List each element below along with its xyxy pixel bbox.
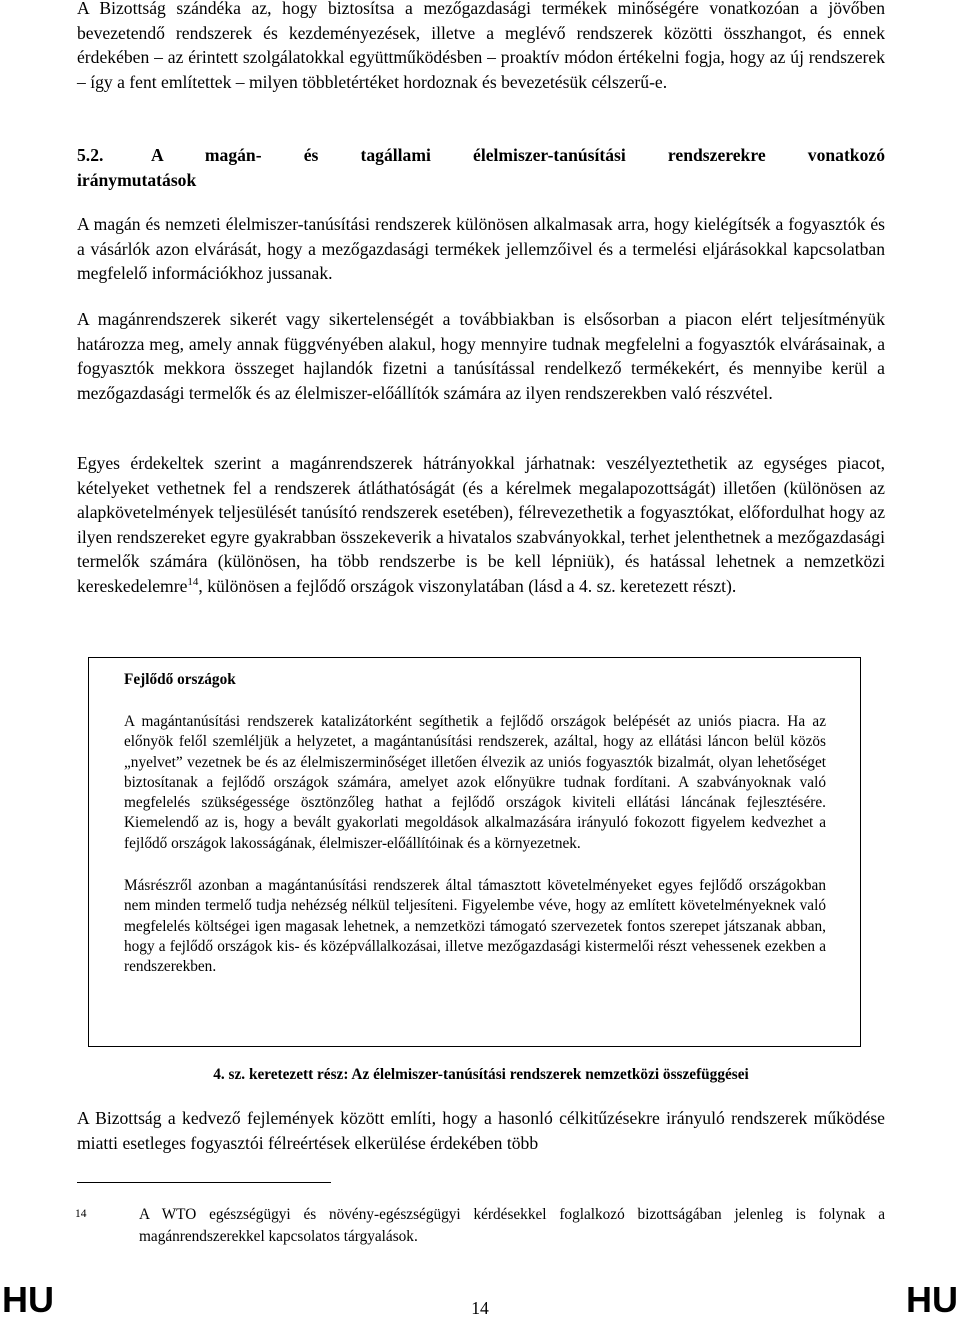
box-title: Fejlődő országok [124,671,236,688]
drawbacks-text-a: Egyes érdekeltek szerint a magánrendszerek hátrányokkal járhatnak: veszélyeztethetik az egységes piacot, kételyeket vethetnek fel a rendszerek átláthatóságát (és a kérelmek megalapozottságát) illetően (különösen az alapkövetelmények teljesülését tanúsító rendszerek esetében), félrevezethetik a fogyasztókat, előfordulhat hogy az ilyen rendszereket egyre gyakrabban összekeverik a hivatalos szabványokkal, terhet jelenthetnek a mezőgazdasági termelők számára (különösen, ha több rendszerbe is be kell lépniük), és hatással lehetnek a nemzetközi kereskedelemre [77,453,885,596]
boxed-section [88,657,861,1047]
footnote-text: A WTO egészségügyi és növény-egészségügyi kérdésekkel foglalkozó bizottságában jelenleg is folynak a magánrendszerekkel kapcsolatos tárgyalások. [139,1206,885,1245]
section-title-line2: iránymutatások [77,169,197,190]
drawbacks-text-b: , különösen a fejlődő országok viszonylatában (lásd a 4. sz. keretezett részt). [198,575,737,596]
paragraph-intro: A Bizottság szándéka az, hogy biztosítsa a mezőgazdasági termékek minőségére vonatkozóan a jövőben bevezetendő rendszerek és kezdeményezések, illetve a meglévő rendszerek közötti összhangot, és ennek érdekében – az érintett szolgálatokkal együttműködésben – proaktív módon értékelni fogja, hogy az új rendszerek – így a fent említettek – milyen többletértéket hordoznak és bevezetésük célszerű-e. [77,0,885,92]
section-heading [77,143,885,192]
box-paragraph-2: Másrészről azonban a magántanúsítási rendszerek által támasztott követelményeket egyes fejlődő országokban nem minden termelő tudja nehézség nélkül teljesíteni. Figyelembe véve, hogy az említett követelményeknek való megfelelés költségei igen magasak lehetnek, a nemzetközi támogató szervezetek fontos szerepet játszanak abban, hogy a fejlődő országok kis- és középvállalkozásai, illetve mezőgazdasági kistermelői részt vehessenek ezekben a rendszerekben. [124,877,826,976]
box-paragraph-1: A magántanúsítási rendszerek katalizátorként segíthetik a fejlődő országok belépését az uniós piacra. Ha az előnyök felől szemléljük a helyzetet, a magántanúsítási rendszerek, azáltal, hogy az ellátási láncon belül közös „nyelvet” vezetnek be és az élelmiszerminőséget illetően élvezik az uniós fogyasztók bizalmát, olyan lehetőséget biztosítanak a fejlődő országok számára, amelyet azok előnyükre tudnak fordítani. A szabványoknak való megfelelés szükségessége ösztönzőleg hathat a fejlődő országok kiviteli ellátási láncának fejlesztésére. Kiemelendő az is, hogy a bevált gyakorlati megoldások alkalmazására irányuló fokozott figyelem kedvezhet a fejlődő országok lakosságának, élelmiszer-előállítóinak és a környezetnek. [124,713,826,852]
footnote-number: 14 [75,1208,87,1220]
box-caption: 4. sz. keretezett rész: Az élelmiszer-tanúsítási rendszerek nemzetközi összefüggései [213,1066,749,1083]
language-code-right: HU [906,1279,958,1320]
footnote-reference[interactable]: 14 [187,575,199,588]
paragraph-success: A magánrendszerek sikerét vagy sikertelenségét a továbbiakban is elsősorban a piacon elért teljesítményük határozza meg, amely annak függvényében alakul, hogy mennyire tudnak megfelelni a fogyasztók elvárásainak, a fogyasztók mekkora összeget hajlandók fizetni a tanúsítással rendelkező termékekért, és mennyibe kerül a mezőgazdasági termelők és az élelmiszer-előállítók számára az ilyen rendszerekben való részvétel. [77,309,885,403]
footnote-divider [77,1182,331,1183]
section-title-line1: A magán- és tagállami élelmiszer-tanúsítási rendszerekre vonatkozó [151,145,885,165]
page-number: 14 [471,1298,489,1318]
paragraph-drawbacks [77,451,885,599]
paragraph-closing: A Bizottság a kedvező fejlemények között említi, hogy a hasonló célkitűzésekre irányuló rendszerek működése miatti esetleges fogyasztói félreértések elkerülése érdekében több [77,1108,885,1153]
paragraph-purpose: A magán és nemzeti élelmiszer-tanúsítási rendszerek különösen alkalmasak arra, hogy kielégítsék a fogyasztók és a vásárlók azon elvárását, hogy a mezőgazdasági termékek jellemzőivel és a termelési eljárásokkal kapcsolatban megfelelő információkhoz jussanak. [77,214,885,284]
language-code-left: HU [2,1279,54,1320]
section-number: 5.2. [77,145,104,165]
footnote [77,1204,885,1247]
